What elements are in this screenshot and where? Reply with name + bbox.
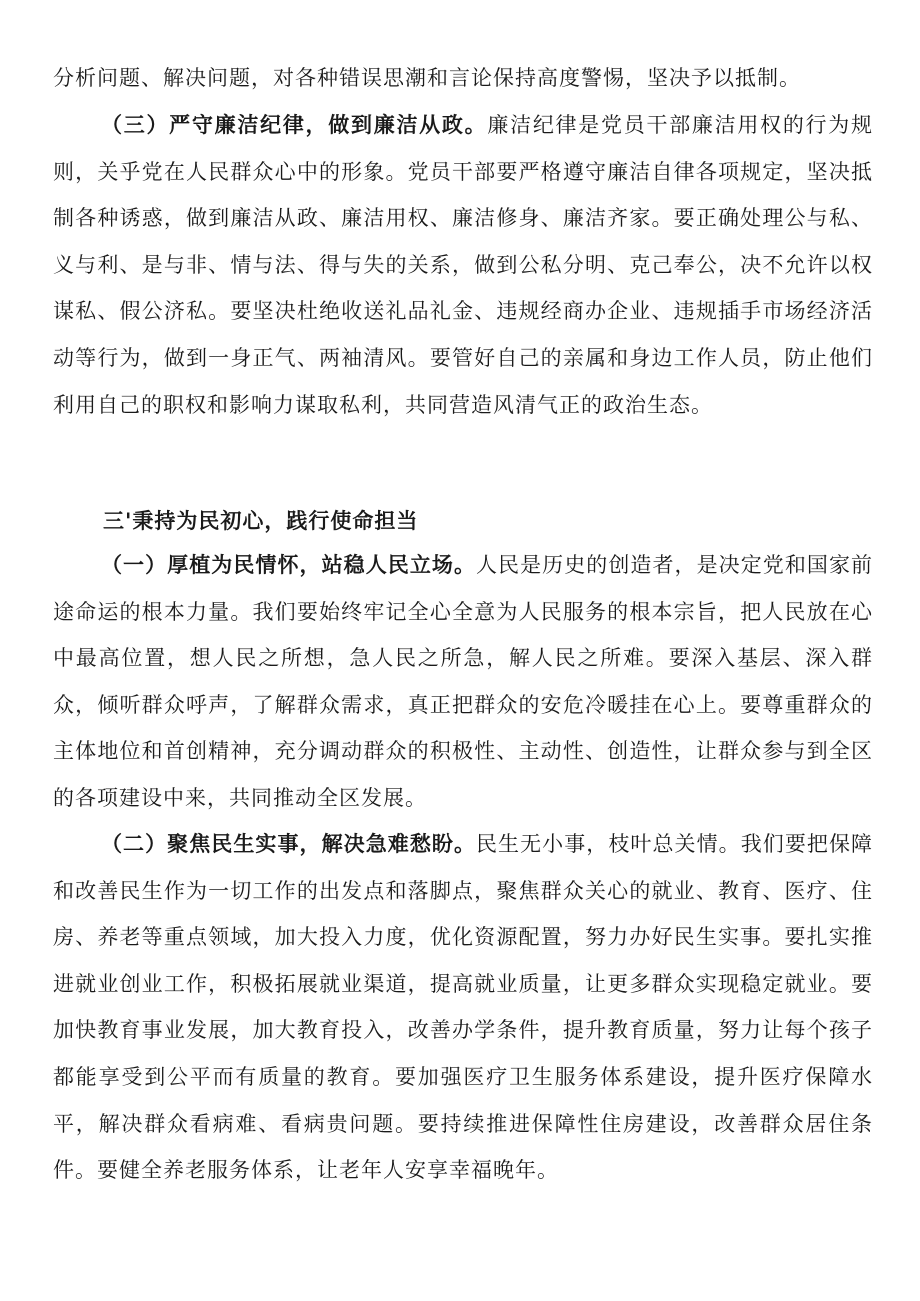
paragraph-section2-item3 (53, 102, 873, 428)
paragraph-body: 民生无小事，枝叶总关情。我们要把保障和改善民生作为一切工作的出发点和落脚点，聚焦群众关心的就业、教育、医疗、住房、养老等重点领域，加大投入力度，优化资源配置，努力办好民生实事。要扎实推进就业创业工作，积极拓展就业渠道，提高就业质量，让更多群众实现稳定就业。要加快教育事业发展，加大教育投入，改善办学条件，提升教育质量，努力让每个孩子都能享受到公平而有质量的教育。要加强医疗卫生服务体系建设，提升医疗保障水平，解决群众看病难、看病贵问题。要持续推进保障性住房建设，改善群众居住条件。要健全养老服务体系，让老年人安享幸福晚年。 (53, 832, 873, 1183)
paragraph-section3-item2 (53, 821, 873, 1194)
paragraph-continuation: 分析问题、解决问题，对各种错误思潮和言论保持高度警惕，坚决予以抵制。 (53, 66, 801, 90)
item-heading-people-stance: （一）厚植为民情怀，站稳人民立场。 (101, 553, 476, 577)
paragraph-body: 廉洁纪律是党员干部廉洁用权的行为规则，关乎党在人民群众心中的形象。党员干部要严格遵守廉洁自律各项规定，坚决抵制各种诱惑，做到廉洁从政、廉洁用权、廉洁修身、廉洁齐家。要正确处理公与私、义与利、是与非、情与法、得与失的关系，做到公私分明、克己奉公，决不允许以权谋私、假公济私。要坚决杜绝收送礼品礼金、违规经商办企业、违规插手市场经济活动等行为，做到一身正气、两袖清风。要管好自己的亲属和身边工作人员，防止他们利用自己的职权和影响力谋取私利，共同营造风清气正的政治生态。 (53, 113, 874, 417)
item-heading-livelihood: （二）聚焦民生实事，解决急难愁盼。 (101, 832, 476, 856)
paragraph-body: 人民是历史的创造者，是决定党和国家前途命运的根本力量。我们要始终牢记全心全意为人民服务的根本宗旨，把人民放在心中最高位置，想人民之所想，急人民之所急，解人民之所难。要深入基层、深入群众，倾听群众呼声，了解群众需求，真正把群众的安危冷暖挂在心上。要尊重群众的主体地位和首创精神，充分调动群众的积极性、主动性、创造性，让群众参与到全区的各项建设中来，共同推动全区发展。 (53, 553, 873, 810)
paragraph-section3-item1 (53, 542, 873, 822)
item-heading-strict-integrity: （三）严守廉洁纪律，做到廉洁从政。 (101, 113, 488, 137)
section-heading-3: 三'秉持为民初心，践行使命担当 (103, 509, 419, 533)
